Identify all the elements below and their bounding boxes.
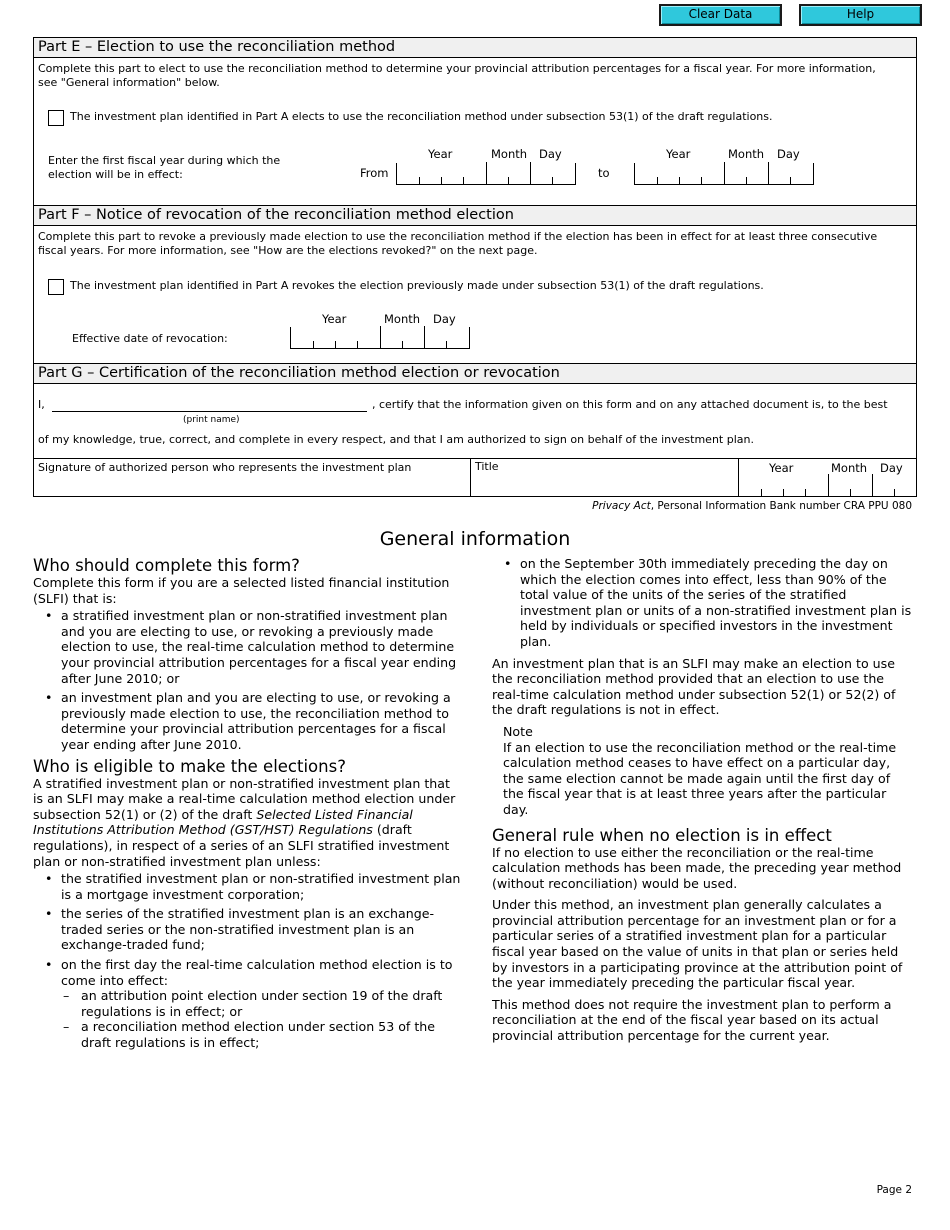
rule-paragraph-3: This method does not require the investment plan to perform a reconciliation at the end of the fiscal year based on its actual provincial attribution percentage for the current year. — [492, 996, 892, 1044]
from-label: From — [360, 166, 389, 180]
eligible-post: (draft regulations), in respect of a series of an SLFI stratified investment plan or non-stratified investment plan unless: — [33, 822, 450, 869]
sub-list-item: – an attribution point election under section 19 of the draft regulations is in effect; or — [33, 988, 463, 1019]
part-e-checkbox-label: The investment plan identified in Part A elects to use the reconciliation method under subsection 53(1) of the draft regulations. — [70, 110, 773, 123]
regulations-title: Selected Listed Financial Institutions Attribution Method (GST/HST) Regulations — [33, 806, 413, 838]
privacy-text: , Personal Information Bank number CRA PPU 080 — [650, 500, 912, 512]
list-item: • on the first day the real-time calculation method election is to come into effect: — [33, 957, 463, 988]
certify-text-line-2: of my knowledge, true, correct, and complete in every respect, and that I am authorized to sign on behalf of the investment plan. — [38, 433, 754, 446]
revocation-year-label: Year — [322, 312, 347, 326]
signature-year-label: Year — [769, 461, 794, 475]
list-item: • on the September 30th immediately preceding the day on which the election comes into effect, less than 90% of the total value of the units of the series of the stratified investment plan or units of a non-stratified investment plan is held by individuals or specified investors in the investment plan. — [492, 556, 912, 650]
from-month-label: Month — [491, 147, 528, 161]
to-month-label: Month — [728, 147, 765, 161]
page-number: Page 2 — [876, 1184, 912, 1196]
part-f-intro-line-2: fiscal years. For more information, see "How are the elections revoked?" on the next page. — [38, 244, 538, 257]
rule-paragraph-2: Under this method, an investment plan generally calculates a provincial attribution percentage for an investment plan or for a particular series of a stratified investment plan for a particular fiscal year based on the value of units in that plan or series held by investors in a participating province at the attribution point of the year immediately preceding the particular fiscal year. — [492, 897, 903, 991]
part-f-intro-line-1: Complete this part to revoke a previously made election to use the reconciliation method if the election has been in effect for at least three consecutive — [38, 230, 878, 243]
part-e-intro-line-2: see "General information" below. — [38, 76, 220, 89]
part-e-fiscal-year-label-1: Enter the first fiscal year during which the — [48, 154, 281, 167]
signature-label: Signature of authorized person who represents the investment plan — [38, 461, 412, 474]
who-heading: Who should complete this form? — [33, 556, 300, 575]
revocation-day-label: Day — [433, 312, 456, 326]
note-text: If an election to use the reconciliation method or the real-time calculation method ceases to have effect on a particular day, the same election cannot be made again until the first day of the fiscal year that is at least three years after the particular day. — [503, 739, 897, 817]
part-f-revoke-checkbox[interactable] — [48, 279, 64, 295]
to-day-label: Day — [777, 147, 800, 161]
from-date-input[interactable] — [396, 163, 576, 185]
part-e-fiscal-year-label-2: election will be in effect: — [48, 168, 183, 181]
who-intro: Complete this form if you are a selected listed financial institution (SLFI) that is: — [33, 575, 450, 606]
list-item: • the stratified investment plan or non-stratified investment plan is a mortgage investment corporation; — [33, 871, 463, 902]
note-block — [492, 724, 912, 818]
part-e-elect-checkbox[interactable] — [48, 110, 64, 126]
from-year-label: Year — [428, 147, 453, 161]
part-f-header: Part F – Notice of revocation of the reconciliation method election — [33, 205, 917, 226]
part-f-checkbox-label: The investment plan identified in Part A revokes the election previously made under subsection 53(1) of the draft regulations. — [70, 279, 764, 292]
eligible-pre: A stratified investment plan or non-stratified investment plan that is an SLFI may make a real-time calculation method election under subsection 52(1) or (2) of the draft — [33, 775, 456, 822]
part-e-header: Part E – Election to use the reconciliation method — [33, 37, 917, 58]
i-label: I, — [38, 398, 45, 411]
eligible-heading: Who is eligible to make the elections? — [33, 756, 346, 776]
from-day-label: Day — [539, 147, 562, 161]
general-right-column — [492, 556, 912, 1044]
clear-data-button[interactable]: Clear Data — [659, 4, 782, 26]
effective-date-label: Effective date of revocation: — [72, 332, 228, 345]
list-item: • a stratified investment plan or non-stratified investment plan and you are electing to use, or revoking a previously made election to use, the real-time calculation method to determine your provincial attribution percentages for a fiscal year ending after June 2010; or — [33, 608, 463, 686]
signature-date-input[interactable] — [738, 475, 917, 497]
privacy-act: Privacy Act — [592, 500, 651, 512]
print-name-caption: (print name) — [183, 415, 240, 425]
part-g-header: Part G – Certification of the reconciliation method election or revocation — [33, 363, 917, 384]
reconciliation-paragraph: An investment plan that is an SLFI may make an election to use the reconciliation method provided that an election to use the real-time calculation method under subsection 52(1) or 52(2) of the draft regulations is not in effect. — [492, 655, 896, 718]
general-information-title: General information — [379, 528, 571, 550]
print-name-input[interactable] — [52, 398, 367, 412]
certify-text: , certify that the information given on this form and on any attached document is, to the best — [372, 398, 888, 411]
privacy-notice — [592, 500, 912, 512]
note-label: Note — [503, 723, 533, 739]
part-e-intro-line-1: Complete this part to elect to use the reconciliation method to determine your provincial attribution percentages for a fiscal year. For more information, — [38, 62, 876, 75]
title-field[interactable] — [471, 459, 739, 496]
to-year-label: Year — [666, 147, 691, 161]
list-item: • the series of the stratified investment plan is an exchange-traded series or the non-stratified investment plan is an exchange-traded fund; — [33, 906, 463, 953]
rule-heading: General rule when no election is in effect — [492, 825, 832, 845]
sub-list-item: – a reconciliation method election under section 53 of the draft regulations is in effect; — [33, 1019, 463, 1050]
list-item: • an investment plan and you are electing to use, or revoking a previously made election to use, the reconciliation method to determine your provincial attribution percentages for a fiscal year ending after June 2010. — [33, 690, 463, 752]
signature-day-label: Day — [880, 461, 903, 475]
rule-paragraph-1: If no election to use either the reconciliation or the real-time calculation methods has been made, the preceding year method (without reconciliation) would be used. — [492, 844, 902, 891]
to-date-input[interactable] — [634, 163, 814, 185]
revocation-date-input[interactable] — [290, 327, 470, 349]
general-left-column — [33, 556, 463, 1051]
help-button[interactable]: Help — [799, 4, 922, 26]
eligible-paragraph — [33, 776, 463, 870]
to-label: to — [598, 166, 610, 180]
signature-month-label: Month — [831, 461, 868, 475]
revocation-month-label: Month — [384, 312, 421, 326]
part-g-body — [33, 383, 917, 459]
title-label: Title — [475, 460, 499, 473]
